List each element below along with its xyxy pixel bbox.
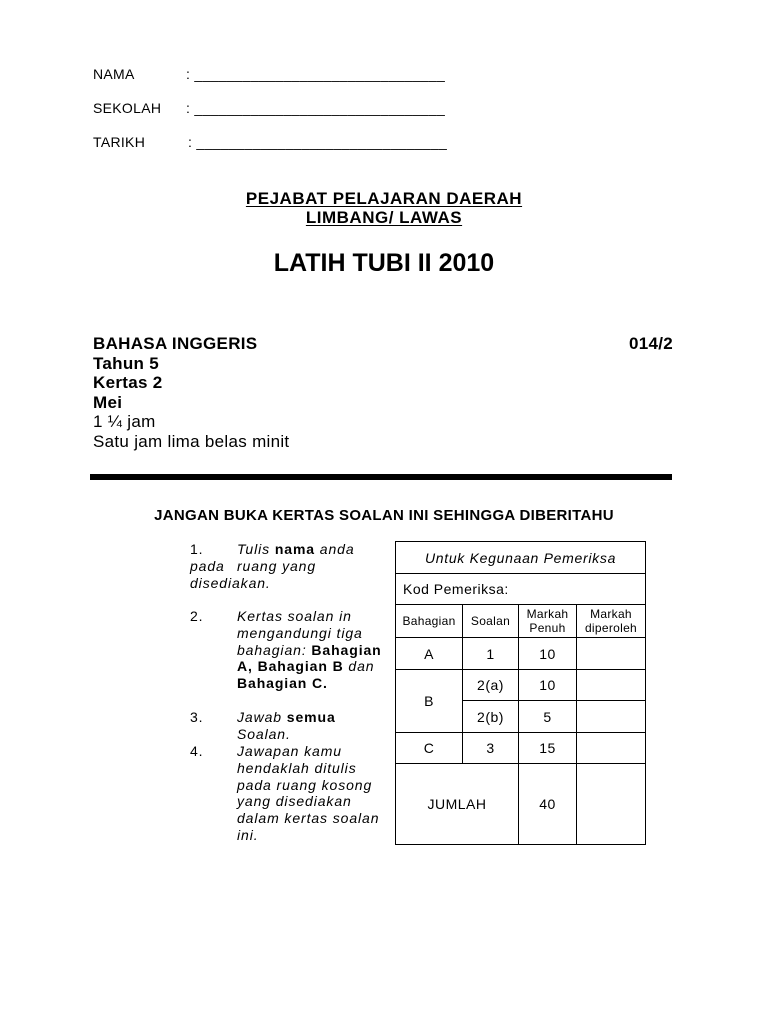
instruction-text-part: pada ruang kosong bbox=[237, 776, 373, 793]
question-cell: 3 bbox=[463, 733, 519, 764]
instruction-line bbox=[190, 541, 390, 558]
instruction-line bbox=[190, 709, 390, 726]
instruction-line bbox=[190, 777, 390, 794]
district-name: LIMBANG/ LAWAS bbox=[305, 208, 463, 227]
instruction-text-part: Jawab bbox=[237, 709, 287, 725]
header-section: Bahagian bbox=[396, 605, 463, 638]
instruction-3 bbox=[190, 709, 390, 743]
instruction-number: 3. bbox=[190, 709, 204, 725]
instruction-text-part: Tulis bbox=[237, 541, 275, 557]
instruction-1 bbox=[190, 541, 390, 591]
examiner-table bbox=[395, 541, 646, 845]
name-field bbox=[93, 66, 473, 82]
full-marks-cell: 10 bbox=[519, 670, 577, 701]
instruction-text-part: Jawapan kamu bbox=[237, 743, 342, 759]
duration-text: Satu jam lima belas minit bbox=[93, 431, 290, 451]
header-full-marks-line: Penuh bbox=[529, 621, 566, 635]
office-heading bbox=[0, 189, 768, 209]
section-cell: A bbox=[396, 638, 463, 670]
school-label: SEKOLAH bbox=[93, 100, 162, 116]
instruction-text-part: dan bbox=[343, 658, 375, 675]
name-blank-line: : _______________________________ bbox=[186, 66, 446, 82]
instruction-line bbox=[190, 658, 390, 675]
instruction-text bbox=[237, 541, 355, 558]
instruction-line bbox=[190, 642, 390, 659]
instruction-text-part: Kertas soalan in bbox=[237, 608, 352, 624]
instruction-line bbox=[190, 810, 390, 827]
marks-obtained-cell bbox=[577, 638, 646, 670]
instruction-number: 1. bbox=[190, 541, 204, 557]
total-full-marks: 40 bbox=[519, 764, 577, 845]
marks-obtained-cell bbox=[577, 670, 646, 701]
school-field bbox=[93, 100, 473, 116]
table-row bbox=[396, 670, 646, 701]
instruction-text-part: mengandungi tiga bbox=[237, 624, 363, 641]
exam-title: LATIH TUBI II 2010 bbox=[273, 249, 495, 277]
header-marks-obtained-line: diperoleh bbox=[584, 621, 638, 635]
warning-notice: JANGAN BUKA KERTAS SOALAN INI SEHINGGA DIBERITAHU bbox=[154, 507, 614, 524]
section-cell: C bbox=[396, 733, 463, 764]
instruction-line bbox=[190, 625, 390, 642]
district-heading bbox=[0, 208, 768, 228]
instruction-text-part: pada bbox=[190, 557, 225, 574]
instruction-number: 4. bbox=[190, 743, 204, 759]
instruction-emphasis: A, Bahagian B bbox=[237, 658, 344, 675]
question-cell: 1 bbox=[463, 638, 519, 670]
instruction-text-part: bahagian: bbox=[237, 641, 312, 658]
instruction-text-part: disediakan. bbox=[190, 574, 271, 591]
instruction-text-part: dalam kertas soalan bbox=[237, 810, 380, 827]
table-total-row bbox=[396, 764, 646, 845]
full-marks-cell: 5 bbox=[519, 701, 577, 733]
instruction-line bbox=[190, 760, 390, 777]
instruction-2 bbox=[190, 608, 390, 692]
question-cell: 2(a) bbox=[463, 670, 519, 701]
instruction-emphasis: Bahagian C. bbox=[237, 675, 328, 692]
marks-obtained-cell bbox=[577, 733, 646, 764]
table-header-row bbox=[396, 605, 646, 638]
paper-number: Kertas 2 bbox=[93, 373, 163, 393]
year: Tahun 5 bbox=[93, 353, 160, 373]
instruction-emphasis: semua bbox=[286, 709, 336, 725]
instruction-text-part: anda bbox=[315, 541, 355, 557]
instruction-line bbox=[190, 675, 390, 692]
instruction-text-part: hendaklah ditulis bbox=[237, 759, 357, 776]
header-marks-obtained-line: Markah bbox=[590, 607, 632, 621]
instruction-line bbox=[190, 608, 390, 625]
date-field bbox=[93, 134, 473, 150]
instruction-line bbox=[190, 827, 390, 844]
duration: 1 ¼ jam bbox=[93, 412, 156, 432]
instruction-emphasis: Bahagian bbox=[311, 641, 382, 658]
header-marks-obtained bbox=[577, 605, 646, 638]
instruction-line bbox=[190, 743, 390, 760]
instruction-line bbox=[190, 575, 390, 592]
divider-rule bbox=[90, 474, 672, 480]
paper-info bbox=[93, 334, 393, 452]
school-blank-line: : _______________________________ bbox=[186, 100, 446, 116]
table-row bbox=[396, 638, 646, 670]
date-label: TARIKH bbox=[93, 134, 146, 150]
paper-code: 014/2 bbox=[628, 334, 673, 353]
table-row bbox=[396, 733, 646, 764]
header-full-marks bbox=[519, 605, 577, 638]
header-question: Soalan bbox=[463, 605, 519, 638]
subject: BAHASA INGGERIS bbox=[93, 334, 258, 353]
header-full-marks-line: Markah bbox=[526, 607, 569, 621]
date-blank-line: : _______________________________ bbox=[188, 134, 448, 150]
instruction-text bbox=[237, 658, 374, 675]
instruction-4 bbox=[190, 743, 390, 844]
instruction-line bbox=[190, 726, 390, 743]
instruction-text-part: ini. bbox=[237, 826, 259, 843]
examiner-table-title: Untuk Kegunaan Pemeriksa bbox=[396, 542, 646, 574]
instruction-text bbox=[237, 709, 336, 726]
total-marks-obtained bbox=[577, 764, 646, 845]
instruction-line bbox=[190, 793, 390, 810]
instruction-text-part: ruang yang bbox=[237, 557, 317, 574]
table-row bbox=[396, 542, 646, 574]
instruction-text bbox=[237, 642, 382, 659]
total-label: JUMLAH bbox=[396, 764, 519, 845]
instruction-number: 2. bbox=[190, 608, 204, 624]
name-label: NAMA bbox=[93, 66, 135, 82]
instruction-text-part: Soalan. bbox=[237, 725, 291, 742]
question-cell: 2(b) bbox=[463, 701, 519, 733]
instruction-emphasis: nama bbox=[274, 541, 315, 557]
full-marks-cell: 10 bbox=[519, 638, 577, 670]
examiner-code-label: Kod Pemeriksa: bbox=[396, 574, 646, 605]
office-name: PEJABAT PELAJARAN DAERAH bbox=[245, 189, 523, 208]
instruction-text-part: yang disediakan bbox=[237, 793, 352, 810]
table-row bbox=[396, 574, 646, 605]
month: Mei bbox=[93, 392, 123, 412]
marks-obtained-cell bbox=[577, 701, 646, 733]
full-marks-cell: 15 bbox=[519, 733, 577, 764]
section-cell: B bbox=[396, 670, 463, 733]
instruction-line bbox=[190, 558, 390, 575]
